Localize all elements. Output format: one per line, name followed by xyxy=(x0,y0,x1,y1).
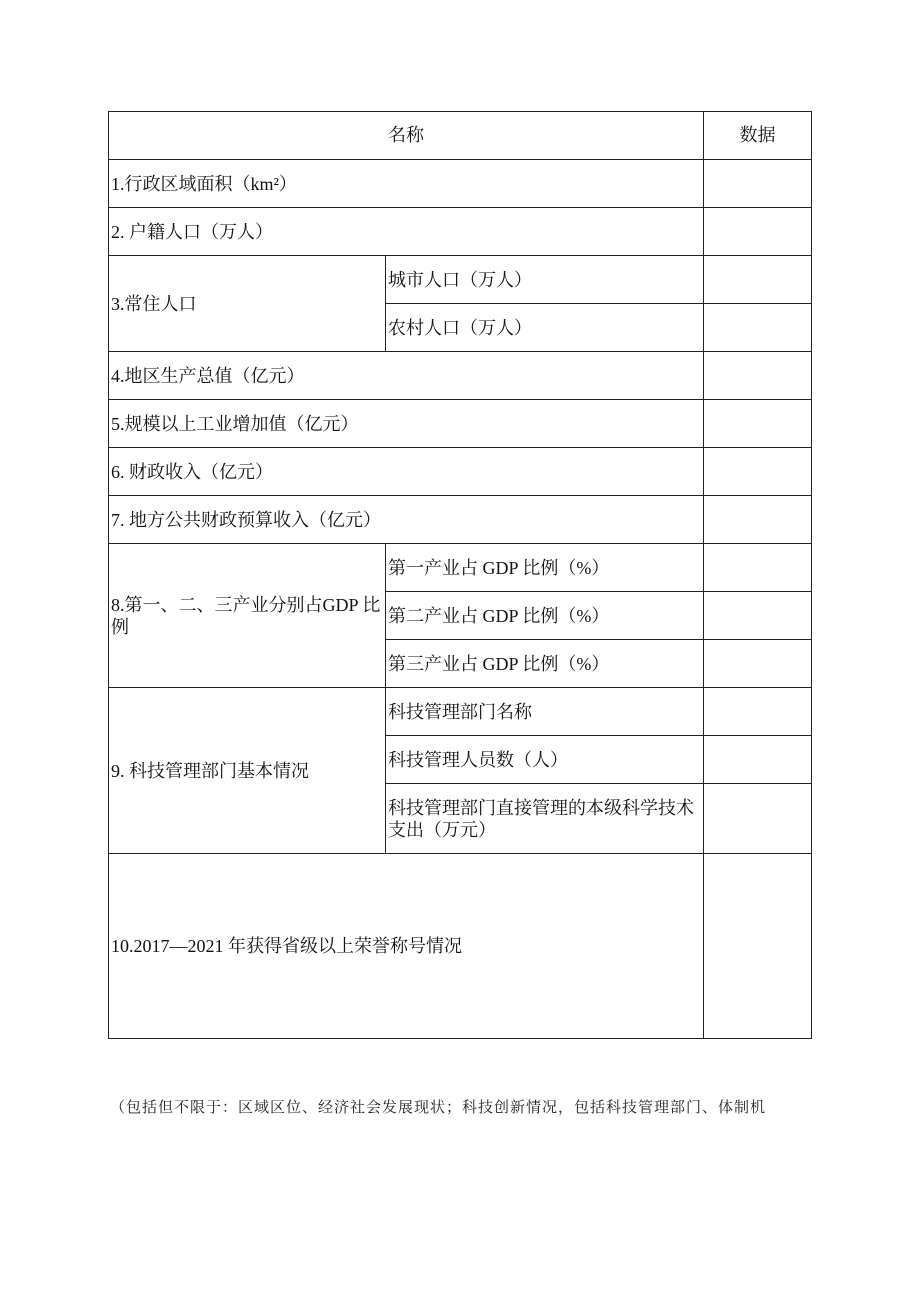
header-data: 数据 xyxy=(704,112,812,160)
row-label: 3.常住人口 xyxy=(109,256,386,352)
data-cell[interactable] xyxy=(704,304,812,352)
data-cell[interactable] xyxy=(704,784,812,854)
table-row xyxy=(109,256,812,304)
table-row xyxy=(109,160,812,208)
row-label: 2. 户籍人口（万人） xyxy=(109,208,704,256)
sub-label: 科技管理部门名称 xyxy=(386,688,704,736)
header-name: 名称 xyxy=(109,112,704,160)
header-row xyxy=(109,112,812,160)
table-row xyxy=(109,400,812,448)
data-cell[interactable] xyxy=(704,208,812,256)
data-cell[interactable] xyxy=(704,448,812,496)
row-label: 6. 财政收入（亿元） xyxy=(109,448,704,496)
row-label: 9. 科技管理部门基本情况 xyxy=(109,688,386,854)
row-label: 4.地区生产总值（亿元） xyxy=(109,352,704,400)
data-cell[interactable] xyxy=(704,544,812,592)
row-label: 8.第一、二、三产业分别占GDP 比例 xyxy=(109,544,386,688)
row-label: 5.规模以上工业增加值（亿元） xyxy=(109,400,704,448)
sub-label: 农村人口（万人） xyxy=(386,304,704,352)
row-label: 7. 地方公共财政预算收入（亿元） xyxy=(109,496,704,544)
table-row xyxy=(109,544,812,592)
data-cell[interactable] xyxy=(704,736,812,784)
data-cell[interactable] xyxy=(704,640,812,688)
data-cell[interactable] xyxy=(704,854,812,1039)
table-row xyxy=(109,208,812,256)
row-label: 10.2017—2021 年获得省级以上荣誉称号情况 xyxy=(109,854,704,1039)
sub-label: 科技管理部门直接管理的本级科学技术支出（万元） xyxy=(386,784,704,854)
data-cell[interactable] xyxy=(704,352,812,400)
table-row xyxy=(109,854,812,1039)
sub-label: 城市人口（万人） xyxy=(386,256,704,304)
footnote-text: （包括但不限于：区域区位、经济社会发展现状；科技创新情况，包括科技管理部门、体制机 xyxy=(110,1098,767,1116)
table-row xyxy=(109,352,812,400)
sub-label: 科技管理人员数（人） xyxy=(386,736,704,784)
data-cell[interactable] xyxy=(704,496,812,544)
data-cell[interactable] xyxy=(704,400,812,448)
sub-label: 第一产业占 GDP 比例（%） xyxy=(386,544,704,592)
table-row xyxy=(109,496,812,544)
table-row xyxy=(109,688,812,736)
table-row xyxy=(109,448,812,496)
row-label: 1.行政区域面积（km²） xyxy=(109,160,704,208)
sub-label: 第二产业占 GDP 比例（%） xyxy=(386,592,704,640)
data-cell[interactable] xyxy=(704,160,812,208)
data-cell[interactable] xyxy=(704,592,812,640)
data-cell[interactable] xyxy=(704,256,812,304)
statistics-form-table xyxy=(108,111,812,1039)
data-cell[interactable] xyxy=(704,688,812,736)
sub-label: 第三产业占 GDP 比例（%） xyxy=(386,640,704,688)
